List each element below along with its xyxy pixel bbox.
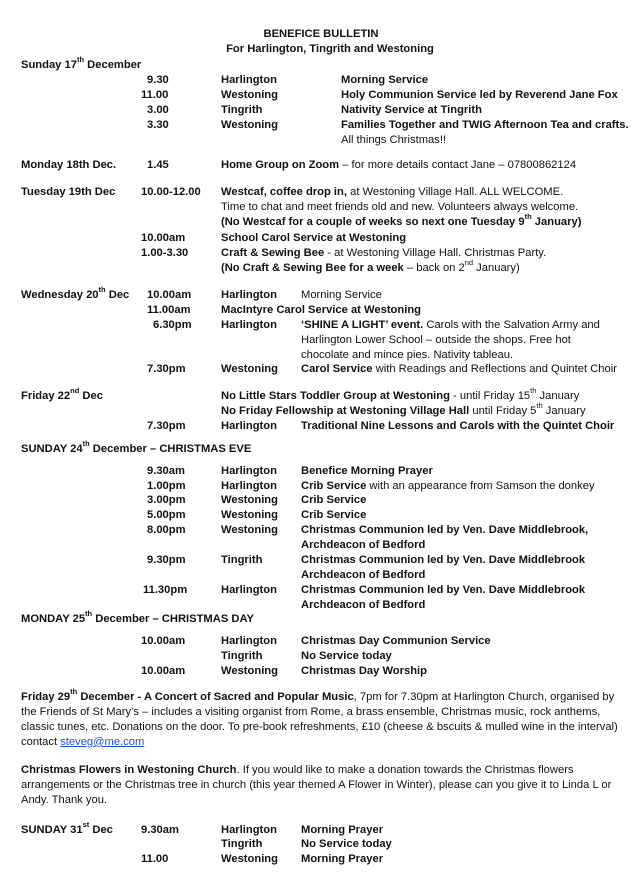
service-note: (No Craft & Sewing Bee for a week – back on 2nd January) bbox=[221, 258, 520, 274]
service-place: Harlington bbox=[221, 480, 277, 492]
service-event: Christmas Communion led by Ven. Dave Middlebrook, bbox=[301, 524, 589, 536]
service-time: 11.00am bbox=[147, 304, 191, 316]
service-place: Westoning bbox=[221, 853, 278, 865]
service-event: No Service today bbox=[301, 838, 392, 850]
service-note: chocolate and mince pies. Nativity tableau. bbox=[301, 349, 514, 361]
service-event: Carol Service with Readings and Reflections and Quintet Choir bbox=[301, 363, 617, 375]
service-place: Harlington bbox=[221, 319, 277, 331]
service-time: 7.30pm bbox=[147, 420, 186, 432]
service-note: Harlington Lower School – outside the shops. Free hot bbox=[301, 334, 571, 346]
service-time: 11.00 bbox=[141, 89, 169, 101]
service-note: Archdeacon of Bedford bbox=[301, 539, 426, 551]
service-event: Craft & Sewing Bee - at Westoning Village Hall. Christmas Party. bbox=[221, 247, 547, 259]
service-event: Traditional Nine Lessons and Carols with the Quintet Choir bbox=[301, 420, 615, 432]
service-place: Westoning bbox=[221, 363, 278, 375]
service-time: 7.30pm bbox=[147, 363, 186, 375]
service-time: 11.00 bbox=[141, 853, 169, 865]
service-event: Morning Prayer bbox=[301, 853, 384, 865]
service-time: 1.45 bbox=[147, 159, 169, 171]
service-time: 10.00-12.00 bbox=[141, 186, 201, 198]
service-event: Nativity Service at Tingrith bbox=[341, 104, 482, 116]
service-event: MacIntyre Carol Service at Westoning bbox=[221, 304, 421, 316]
service-note: All things Christmas!! bbox=[341, 134, 447, 146]
service-time: 3.00pm bbox=[147, 494, 186, 506]
service-note: Archdeacon of Bedford bbox=[301, 569, 426, 581]
service-note: Time to chat and meet friends old and new. Volunteers always welcome. bbox=[221, 201, 579, 213]
service-event: Families Together and TWIG Afternoon Tea and crafts. bbox=[341, 119, 629, 131]
day-heading: SUNDAY 24th December – CHRISTMAS EVE bbox=[21, 439, 252, 455]
service-place: Harlington bbox=[221, 635, 277, 647]
service-event: Benefice Morning Prayer bbox=[301, 465, 433, 477]
service-time: 9.30am bbox=[141, 824, 179, 836]
service-place: Tingrith bbox=[221, 554, 263, 566]
service-place: Tingrith bbox=[221, 104, 263, 116]
service-event: Morning Service bbox=[301, 289, 382, 301]
service-event: Crib Service with an appearance from Samson the donkey bbox=[301, 480, 595, 492]
service-event: Christmas Communion led by Ven. Dave Middlebrook bbox=[301, 584, 586, 596]
service-time: 10.00am bbox=[141, 665, 186, 677]
service-place: Harlington bbox=[221, 289, 277, 301]
service-time: 9.30pm bbox=[147, 554, 186, 566]
service-event: Crib Service bbox=[301, 494, 367, 506]
service-event: Christmas Communion led by Ven. Dave Middlebrook bbox=[301, 554, 586, 566]
service-event: Home Group on Zoom – for more details contact Jane – 07800862124 bbox=[221, 159, 577, 171]
day-heading: Wednesday 20th Dec bbox=[21, 285, 130, 301]
service-place: Westoning bbox=[221, 494, 278, 506]
day-heading: Tuesday 19th Dec bbox=[21, 186, 116, 198]
service-event: No Service today bbox=[301, 650, 392, 662]
service-event: ‘SHINE A LIGHT’ event. Carols with the Salvation Army and bbox=[301, 319, 600, 331]
service-time: 6.30pm bbox=[153, 319, 192, 331]
service-place: Tingrith bbox=[221, 650, 263, 662]
service-event: School Carol Service at Westoning bbox=[221, 232, 407, 244]
service-place: Harlington bbox=[221, 584, 277, 596]
service-event: Morning Service bbox=[341, 74, 429, 86]
service-event: Christmas Day Communion Service bbox=[301, 635, 491, 647]
service-note: (No Westcaf for a couple of weeks so next one Tuesday 9th January) bbox=[221, 212, 582, 228]
service-place: Harlington bbox=[221, 824, 277, 836]
flowers-notice: Christmas Flowers in Westoning Church. If you would like to make a donation towards the Christmas flowers arrangements or the Christmas tree in church (this year themed A Flower in Winter), please can you give it to Linda L or Andy. Thank you. bbox=[21, 764, 612, 806]
day-heading: MONDAY 25th December – CHRISTMAS DAY bbox=[21, 609, 254, 625]
service-event: Westcaf, coffee drop in, at Westoning Village Hall. ALL WELCOME. bbox=[221, 186, 564, 198]
bulletin-subtitle: For Harlington, Tingrith and Westoning bbox=[226, 43, 434, 55]
service-place: Harlington bbox=[221, 420, 277, 432]
service-place: Harlington bbox=[221, 465, 277, 477]
service-place: Westoning bbox=[221, 665, 278, 677]
service-event: No Little Stars Toddler Group at Westoning - until Friday 15th January bbox=[221, 386, 580, 402]
service-time: 10.00am bbox=[141, 232, 186, 244]
service-time: 3.30 bbox=[147, 119, 169, 131]
service-place: Westoning bbox=[221, 524, 278, 536]
service-time: 1.00-3.30 bbox=[141, 247, 189, 259]
service-time: 9.30am bbox=[147, 465, 185, 477]
bulletin-title: BENEFICE BULLETIN bbox=[263, 28, 379, 40]
day-heading: SUNDAY 31st Dec bbox=[21, 820, 113, 836]
service-time: 3.00 bbox=[147, 104, 169, 116]
service-event: Morning Prayer bbox=[301, 824, 384, 836]
service-time: 10.00am bbox=[141, 635, 186, 647]
service-event: No Friday Fellowship at Westoning Village Hall until Friday 5th January bbox=[221, 401, 586, 417]
service-place: Tingrith bbox=[221, 838, 263, 850]
service-time: 8.00pm bbox=[147, 524, 186, 536]
day-heading: Monday 18th Dec. bbox=[21, 159, 117, 171]
service-note: Archdeacon of Bedford bbox=[301, 599, 426, 611]
day-heading: Sunday 17th December bbox=[21, 55, 142, 71]
service-time: 11.30pm bbox=[143, 584, 188, 596]
service-event: Crib Service bbox=[301, 509, 367, 521]
service-place: Westoning bbox=[221, 509, 278, 521]
service-place: Westoning bbox=[221, 89, 278, 101]
service-place: Westoning bbox=[221, 119, 278, 131]
contact-email-link[interactable]: steveg@me.com bbox=[60, 735, 145, 748]
service-event: Christmas Day Worship bbox=[301, 665, 427, 677]
service-place: Harlington bbox=[221, 74, 277, 86]
concert-notice: Friday 29th December - A Concert of Sacred and Popular Music, 7pm for 7.30pm at Harlington Church, organised by the Friends of St Mary’s – includes a visiting organist from Rome, a brass ensemble, Christmas music, rock anthems, classic tunes, etc. Donations on the door. To pre-book refreshments, £10 (cheese & bscuits & mulled wine in the interval) contact steveg@me.com bbox=[21, 687, 618, 748]
service-event: Holy Communion Service led by Reverend Jane Fox bbox=[341, 89, 618, 101]
day-heading: Friday 22nd Dec bbox=[21, 386, 103, 402]
service-time: 5.00pm bbox=[147, 509, 186, 521]
service-time: 1.00pm bbox=[147, 480, 186, 492]
service-time: 10.00am bbox=[147, 289, 192, 301]
service-time: 9.30 bbox=[147, 74, 169, 86]
